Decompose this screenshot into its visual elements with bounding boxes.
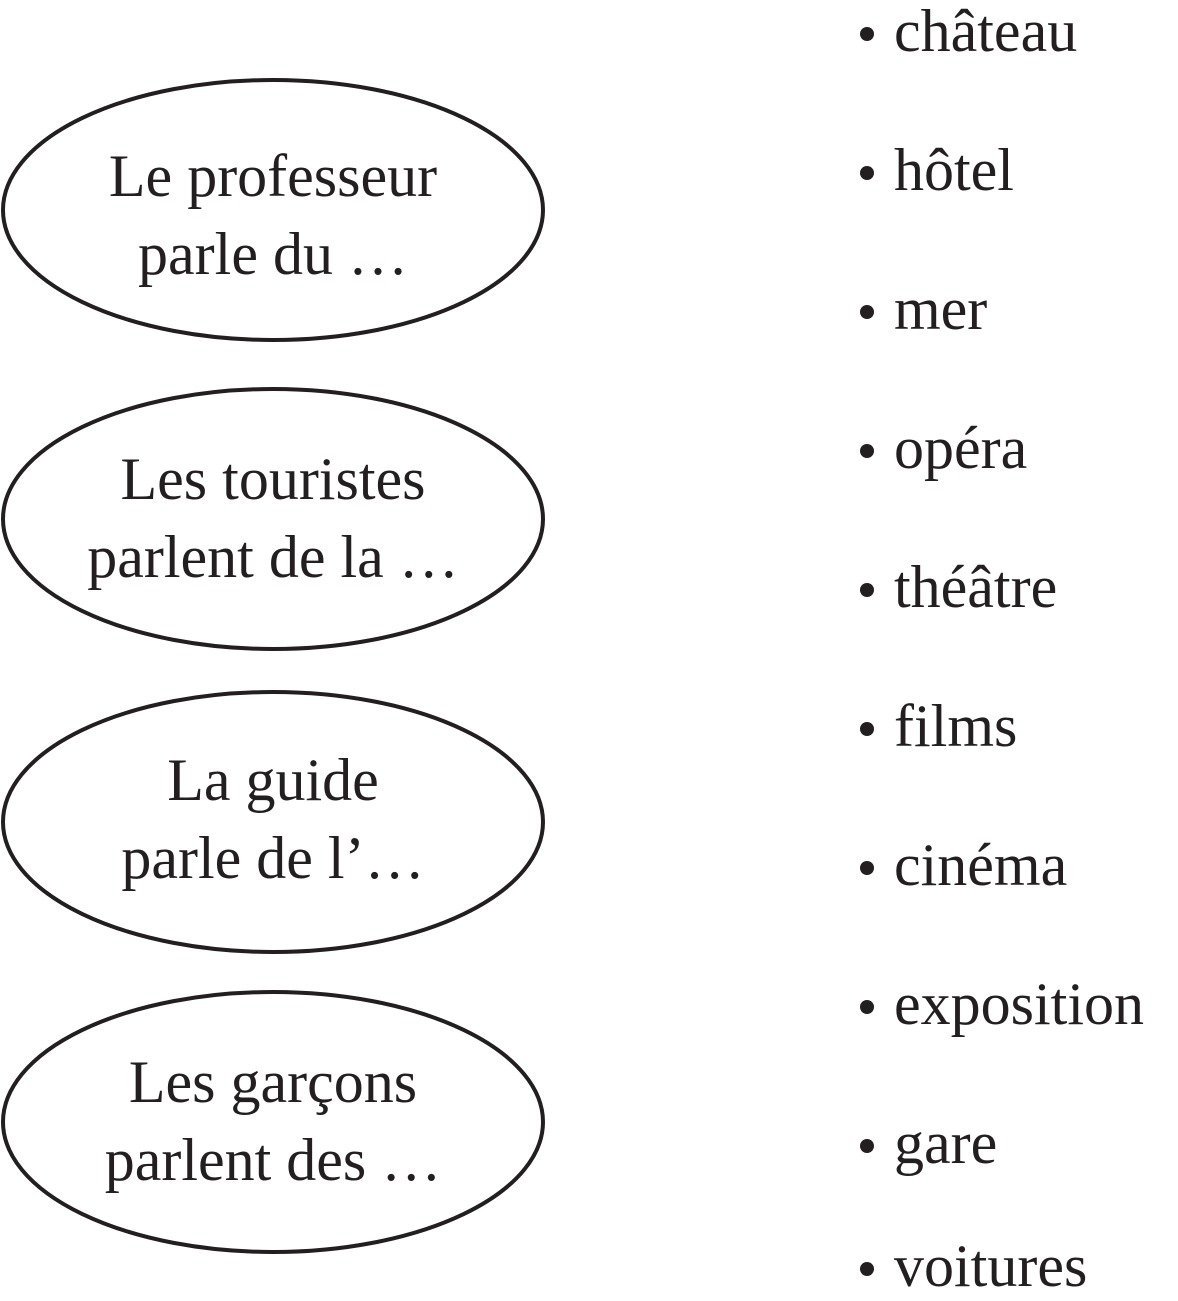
word-item-cinema [860,830,1067,900]
bullet-icon [860,1262,874,1276]
sentence-4-line-1: Les garçons [128,1049,418,1115]
word-item-exposition [860,969,1144,1039]
word-item-theatre [860,552,1057,622]
bullet-icon [860,583,874,597]
word-label: voitures [894,1233,1088,1299]
word-label: théâtre [894,554,1058,620]
sentence-3-line-1: La guide [167,747,379,813]
sentence-1-line-1: Le professeur [108,143,438,209]
bullet-icon [860,27,874,41]
word-label: films [894,693,1018,759]
sentence-1 [2,137,544,293]
sentence-4 [2,1043,544,1199]
sentence-4-line-2: parlent des … [104,1127,442,1193]
sentence-2 [2,440,544,596]
word-item-gare [860,1108,997,1178]
word-label: cinéma [894,832,1068,898]
bullet-icon [860,1000,874,1014]
bullet-icon [860,1139,874,1153]
word-label: opéra [894,415,1028,481]
word-label: mer [894,276,988,342]
word-label: exposition [894,971,1144,1037]
word-item-voitures [860,1231,1087,1301]
sentence-1-line-2: parle du … [138,221,408,287]
word-item-mer [860,274,987,344]
bullet-icon [860,166,874,180]
bullet-icon [860,722,874,736]
bullet-icon [860,444,874,458]
word-label: gare [894,1110,998,1176]
bullet-icon [860,861,874,875]
word-label: château [894,0,1078,64]
word-item-opera [860,413,1027,483]
word-item-hotel [860,135,1014,205]
word-item-films [860,691,1017,761]
sentence-2-line-2: parlent de la … [87,524,459,590]
sentence-2-line-1: Les touristes [120,446,426,512]
sentence-3 [2,741,544,897]
word-label: hôtel [894,137,1014,203]
word-item-chateau [860,0,1077,66]
bullet-icon [860,305,874,319]
sentence-3-line-2: parle de l’… [121,825,425,891]
